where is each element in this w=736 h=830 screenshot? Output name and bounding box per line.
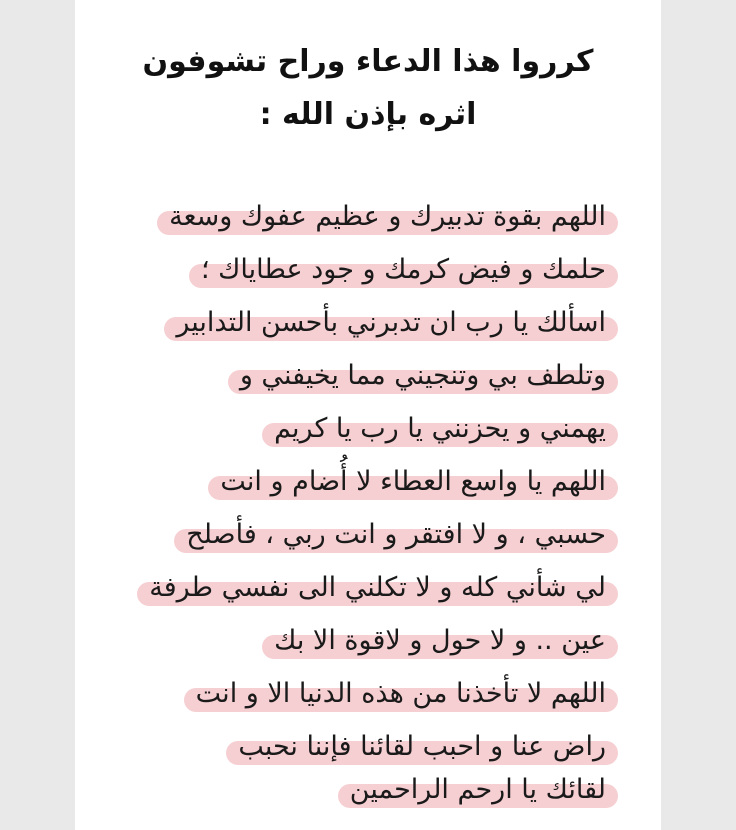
highlight-band bbox=[137, 572, 618, 606]
dua-line-text: وتلطف بي وتنجيني مما يخيفني و bbox=[239, 360, 606, 391]
dua-line-text: لي شأني كله و لا تكلني الى نفسي طرفة bbox=[149, 572, 606, 603]
dua-line-text: حسبي ، و لا افتقر و انت ربي ، فأصلح bbox=[186, 519, 606, 550]
dua-line bbox=[208, 462, 618, 504]
page-title-line-2: اثره بإذن الله : bbox=[259, 97, 477, 132]
highlight-band bbox=[157, 201, 618, 235]
dua-line bbox=[338, 770, 618, 812]
dua-line bbox=[262, 621, 618, 663]
dua-line bbox=[174, 515, 618, 557]
highlight-band bbox=[174, 519, 618, 553]
dua-line-text: اللهم لا تأخذنا من هذه الدنيا الا و انت bbox=[195, 678, 606, 709]
highlight-band bbox=[226, 731, 618, 765]
highlight-band bbox=[228, 360, 618, 394]
highlight-band bbox=[208, 466, 618, 500]
dua-line-text: اللهم بقوة تدبيرك و عظيم عفوك وسعة bbox=[169, 201, 606, 232]
highlight-band bbox=[262, 625, 618, 659]
highlight-band bbox=[189, 254, 618, 288]
dua-line bbox=[226, 727, 618, 769]
highlight-band bbox=[164, 307, 618, 341]
dua-line-text: يهمني و يحزنني يا رب يا كريم bbox=[274, 413, 606, 444]
dua-line-text: اسألك يا رب ان تدبرني بأحسن التدابير bbox=[176, 307, 606, 338]
dua-line bbox=[157, 197, 618, 239]
dua-line-text: حلمك و فيض كرمك و جود عطاياك ؛ bbox=[201, 254, 606, 285]
dua-line-text: عين .. و لا حول و لاقوة الا بك bbox=[274, 625, 606, 656]
dua-line-text: اللهم يا واسع العطاء لا أُضام و انت bbox=[220, 466, 606, 497]
highlight-band bbox=[262, 413, 618, 447]
highlight-band bbox=[184, 678, 618, 712]
dua-line bbox=[262, 409, 618, 451]
dua-line-text: لقائك يا ارحم الراحمين bbox=[349, 774, 606, 805]
dua-line bbox=[164, 303, 618, 345]
highlight-band bbox=[338, 774, 618, 808]
dua-line bbox=[189, 250, 618, 292]
page-title-line-1: كرروا هذا الدعاء وراح تشوفون bbox=[142, 44, 594, 79]
dua-line-text: راض عنا و احبب لقائنا فإننا نحبب bbox=[238, 731, 606, 762]
dua-line bbox=[228, 356, 618, 398]
dua-line bbox=[137, 568, 618, 610]
dua-line bbox=[184, 674, 618, 716]
